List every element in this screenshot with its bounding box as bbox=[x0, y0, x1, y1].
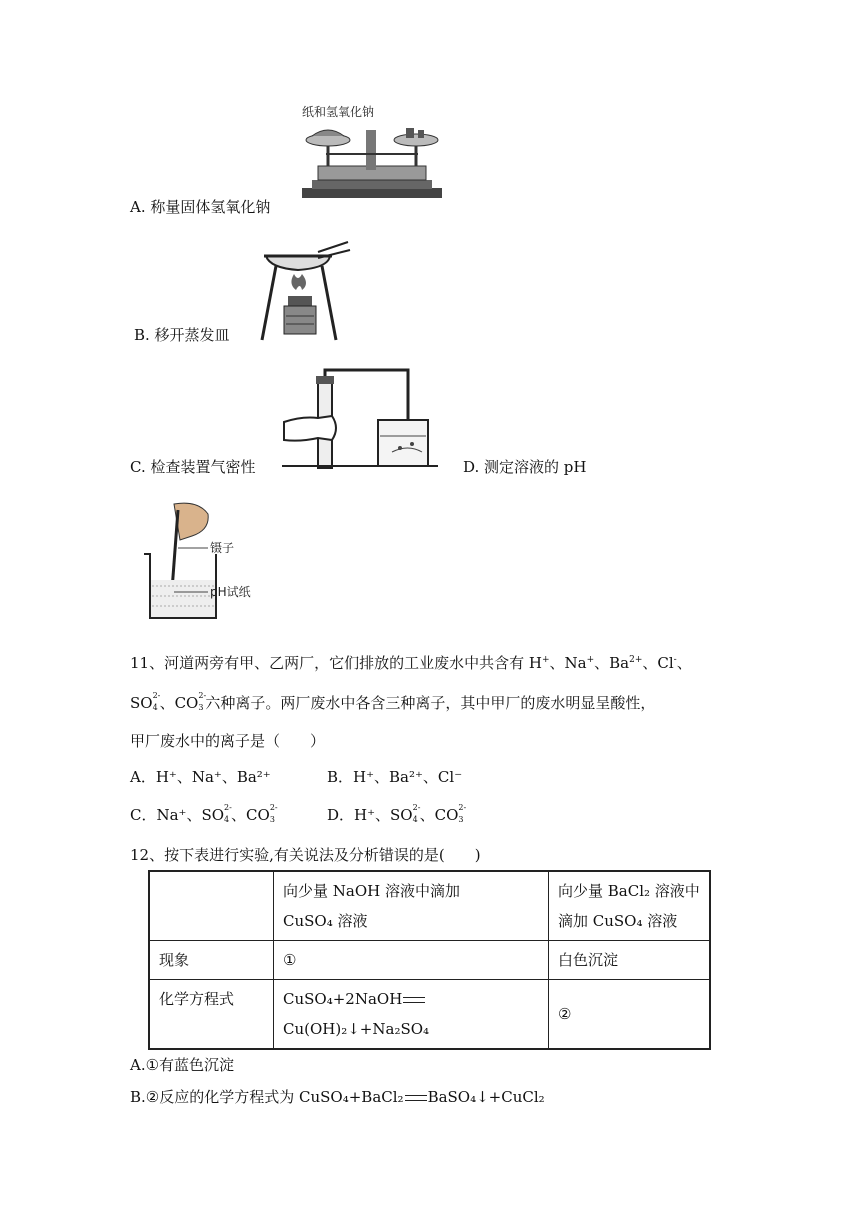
table-cell: 向少量 NaOH 溶液中滴加 CuSO₄ 溶液 bbox=[274, 871, 549, 941]
evaporation-image bbox=[258, 238, 354, 346]
table-cell: 现象 bbox=[149, 941, 274, 980]
table-row bbox=[149, 980, 710, 1050]
airtightness-image bbox=[282, 366, 438, 472]
table-cell: 化学方程式 bbox=[149, 980, 274, 1050]
tweezers-label: 镊子 bbox=[210, 541, 235, 555]
table-row bbox=[149, 871, 710, 941]
option-d: D. 测定溶液的 pH bbox=[463, 458, 587, 476]
ph-test-image bbox=[140, 500, 270, 624]
q12-option-b: B.②反应的化学方程式为 CuSO₄+BaCl₂ BaSO₄↓+CuCl₂ bbox=[130, 1088, 545, 1106]
equals-sign bbox=[403, 997, 425, 1003]
table-cell: 白色沉淀 bbox=[549, 941, 711, 980]
table-row bbox=[149, 941, 710, 980]
table-cell: CuSO₄+2NaOH Cu(OH)₂↓+Na₂SO₄ bbox=[274, 980, 549, 1050]
q11-option-b: B．H⁺、Ba²⁺、Cl⁻ bbox=[327, 768, 463, 786]
q11-option-d: D．H⁺、SO 2- 4 、CO 2- 3 bbox=[327, 803, 467, 824]
q12-stem: 12、按下表进行实验,有关说法及分析错误的是( ) bbox=[130, 846, 481, 864]
table-cell: ② bbox=[549, 980, 711, 1050]
option-c: C. 检查装置气密性 bbox=[130, 458, 256, 476]
option-b: B. 移开蒸发皿 bbox=[134, 326, 230, 344]
q12-option-a: A.①有蓝色沉淀 bbox=[130, 1056, 235, 1074]
table-cell: 向少量 BaCl₂ 溶液中 滴加 CuSO₄ 溶液 bbox=[549, 871, 711, 941]
table-cell: ① bbox=[274, 941, 549, 980]
q11-line1: 11、河道两旁有甲、乙两厂，它们排放的工业废水中共含有 H+、Na+、$Ba^{2+}$、Cl-、 bbox=[130, 654, 692, 672]
q11-line2: SO 2- 4 、CO 2- 3 六种离子。两厂废水中各含三种离子，其中甲厂的废水明显呈酸性， bbox=[130, 691, 656, 712]
q11-line3: 甲厂废水中的离子是（ ） bbox=[130, 732, 326, 750]
q11-option-c: C．Na⁺、SO 2- 4 、CO 2- 3 bbox=[130, 803, 278, 824]
equals-sign bbox=[405, 1095, 427, 1101]
option-a: A. 称量固体氢氧化钠 bbox=[130, 198, 271, 216]
table-cell bbox=[149, 871, 274, 941]
ph-paper-label: pH试纸 bbox=[210, 585, 251, 599]
q11-option-a: A．H⁺、Na⁺、Ba²⁺ bbox=[130, 768, 271, 786]
q12-table bbox=[148, 870, 711, 1050]
balance-image bbox=[298, 102, 448, 202]
balance-caption: 纸和氢氧化钠 bbox=[302, 105, 375, 119]
